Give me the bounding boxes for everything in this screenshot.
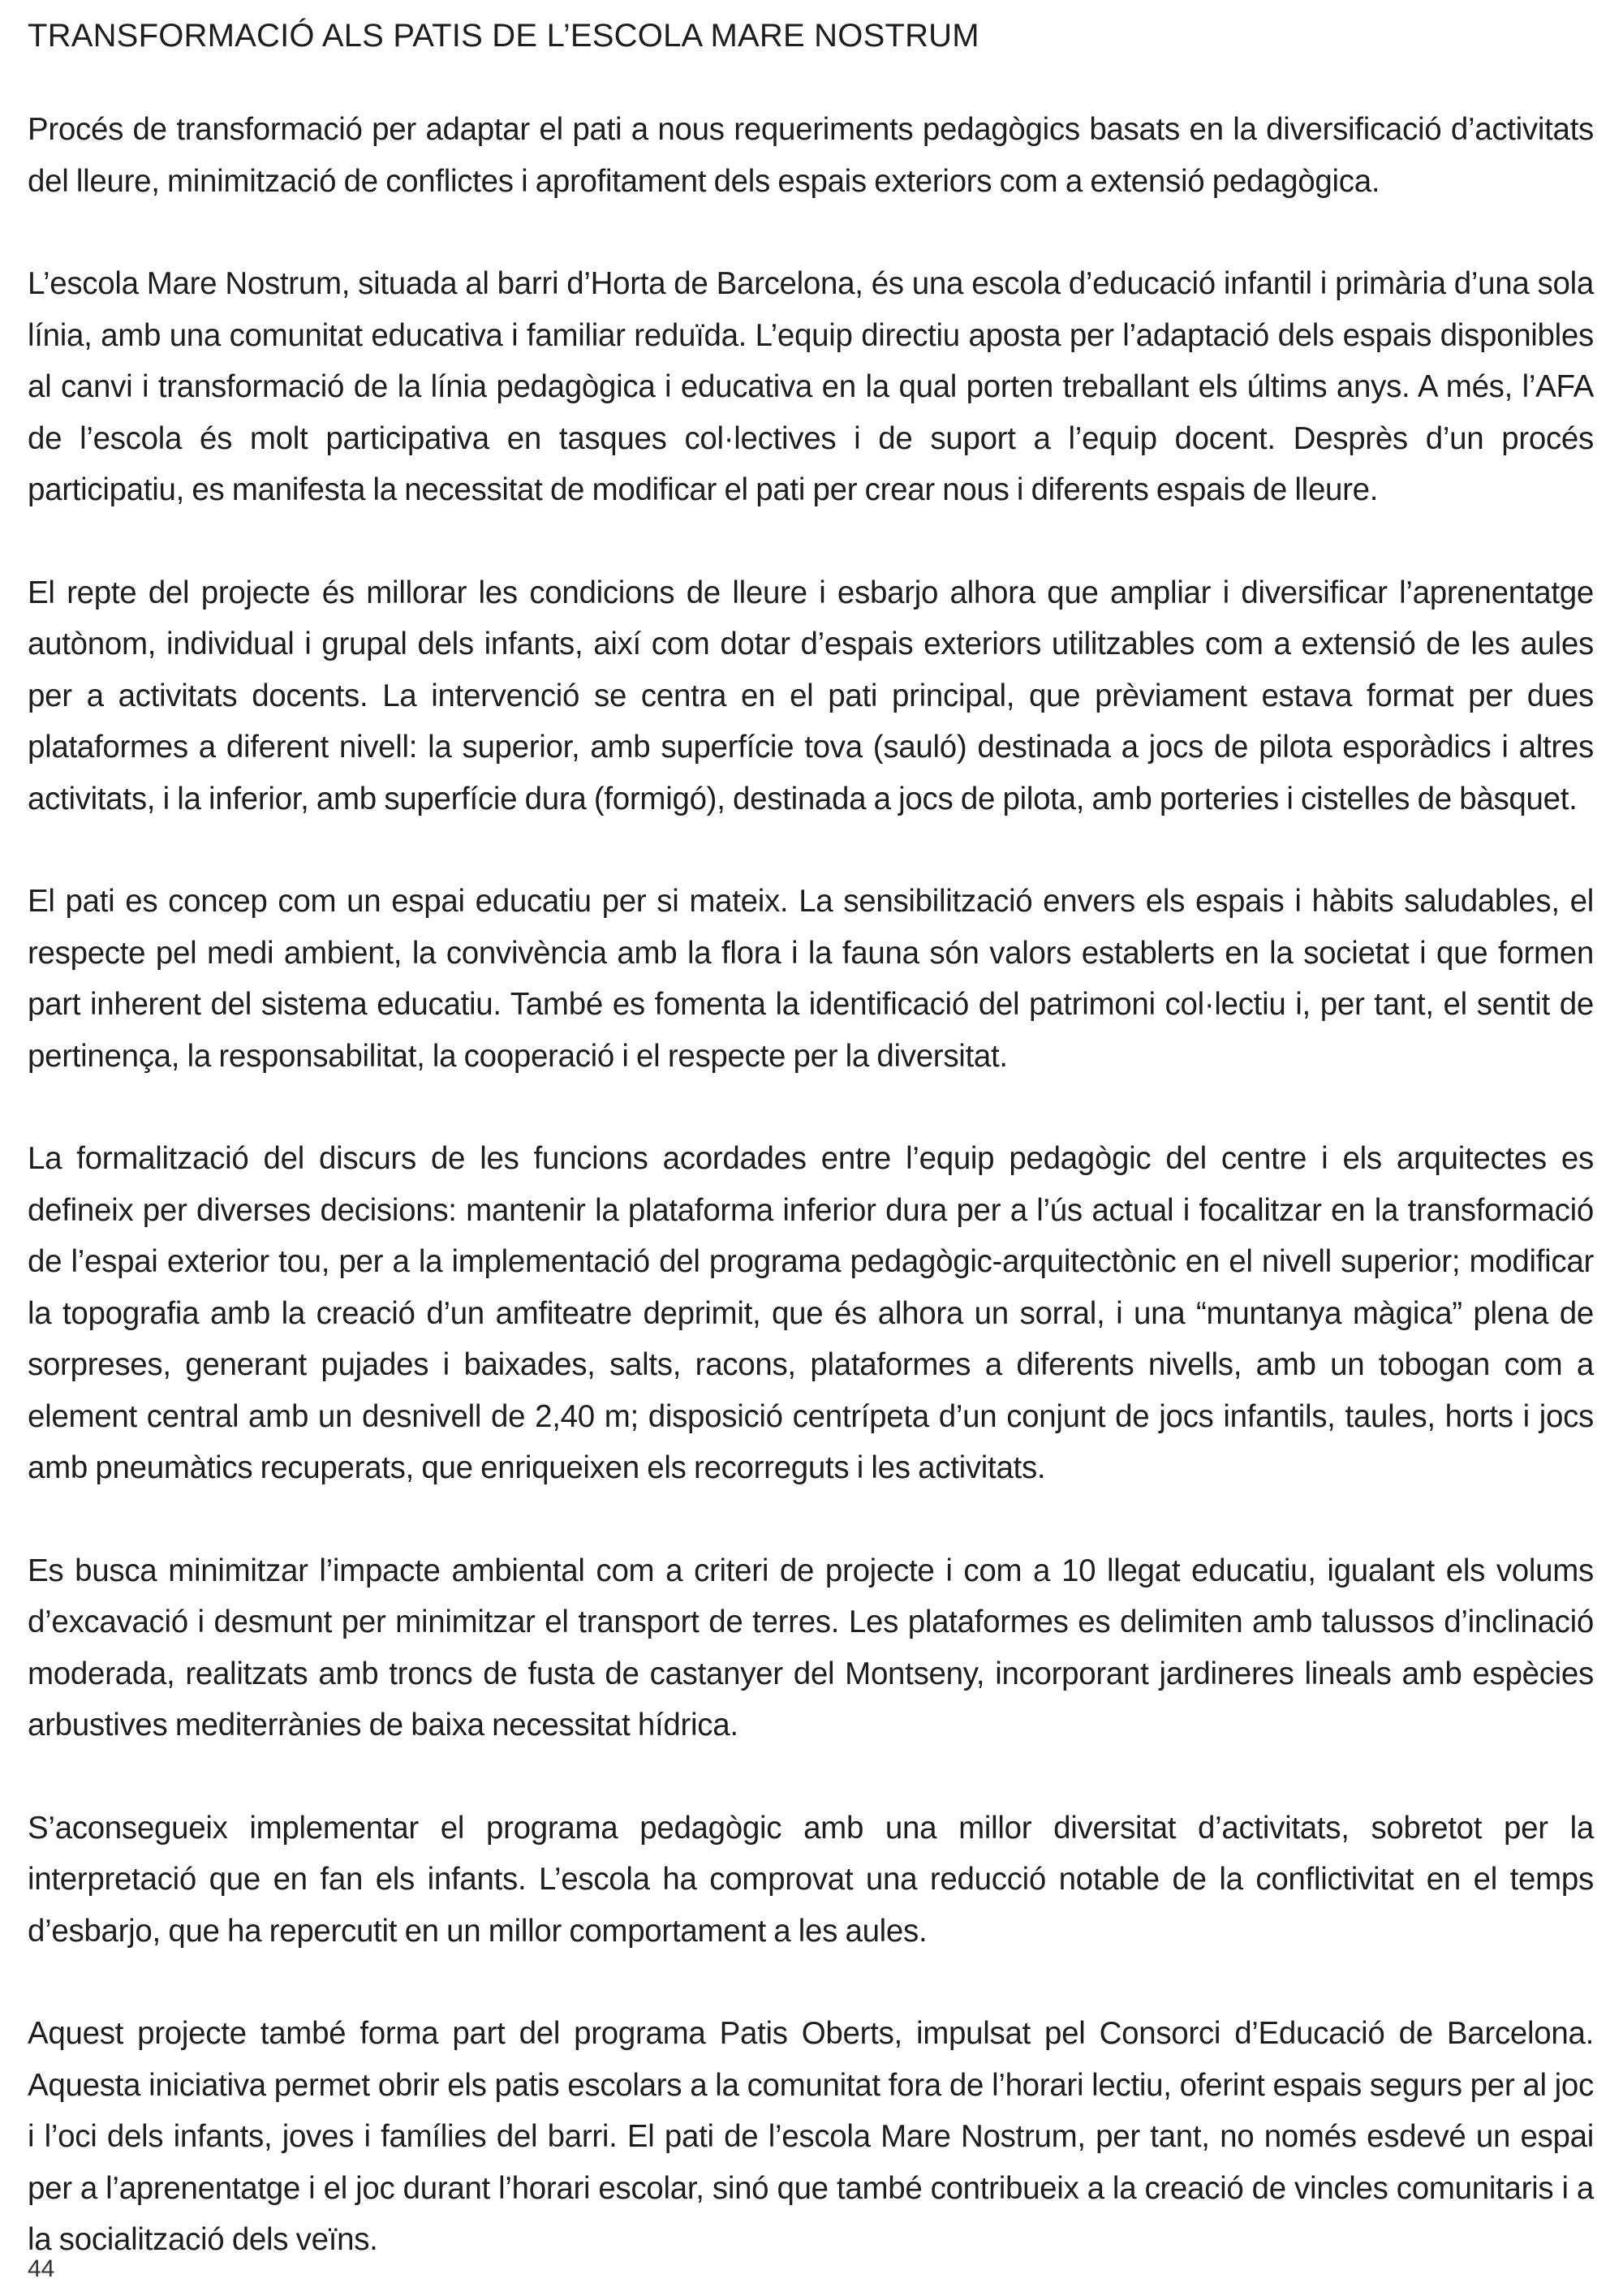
document-page bbox=[28, 13, 1594, 2266]
paragraph-design-decisions: La formalització del discurs de les funcions acordades entre l’equip pedagògic del centre i els arquitectes es defineix per diverses decisions: mantenir la plataforma inferior dura per a l’ús actual i focalitzar en la transformació de l’espai exterior tou, per a la implementació del programa pedagògic-arquitectònic en el nivell superior; modificar la topografia amb la creació d’un amfiteatre deprimit, que és alhora un sorral, i una “muntanya màgica” plena de sorpreses, generant pujades i baixades, salts, racons, plataformes a diferents nivells, amb un tobogan com a element central amb un desnivell de 2,40 m; disposició centrípeta d’un conjunt de jocs infantils, taules, horts i jocs amb pneumàtics recuperats, que enriqueixen els recorreguts i les activitats. bbox=[28, 1141, 1594, 1485]
paragraph-environmental-impact: Es busca minimitzar l’impacte ambiental com a criteri de projecte i com a 10 llegat educatiu, igualant els volums d’excavació i desmunt per minimitzar el transport de terres. Les plataformes es delimiten amb talussos d’inclinació moderada, realitzats amb troncs de fusta de castanyer del Montseny, incorporant jardineres lineals amb espècies arbustives mediterrànies de baixa necessitat hídrica. bbox=[28, 1553, 1594, 1742]
paragraph-results: S’aconsegueix implementar el programa pedagògic amb una millor diversitat d’activitats, sobretot per la interpretació que en fan els infants. L’escola ha comprovat una reducció notable de la conflictivitat en el temps d’esbarjo, que ha repercutit en un millor comportament a les aules. bbox=[28, 1810, 1594, 1949]
paragraph-project-challenge: El repte del projecte és millorar les condicions de lleure i esbarjo alhora que ampliar i diversificar l’aprenentatge autònom, individual i grupal dels infants, així com dotar d’espais exteriors utilitzables com a extensió de les aules per a activitats docents. La intervenció se centra en el pati principal, que prèviament estava format per dues plataformes a diferent nivell: la superior, amb superfície tova (sauló) destinada a jocs de pilota esporàdics i altres activitats, i la inferior, amb superfície dura (formigó), destinada a jocs de pilota, amb porteries i cistelles de bàsquet. bbox=[28, 575, 1594, 816]
paragraph-patis-oberts: Aquest projecte també forma part del programa Patis Oberts, impulsat pel Consorci d’Educació de Barcelona. Aquesta iniciativa permet obrir els patis escolars a la comunitat fora de l’horari lectiu, oferint espais segurs per al joc i l’oci dels infants, joves i famílies del barri. El pati de l’escola Mare Nostrum, per tant, no només esdevé un espai per a l’aprenentatge i el joc durant l’horari escolar, sinó que també contribueix a la creació de vincles comunitaris i a la socialització dels veïns. bbox=[28, 2016, 1594, 2257]
paragraph-educational-space: El pati es concep com un espai educatiu per si mateix. La sensibilització envers els espais i hàbits saludables, el respecte pel medi ambient, la convivència amb la flora i la fauna són valors establerts en la societat i que formen part inherent del sistema educatiu. També es fomenta la identificació del patrimoni col·lectiu i, per tant, el sentit de pertinença, la responsabilitat, la cooperació i el respecte per la diversitat. bbox=[28, 884, 1594, 1074]
page-number: 44 bbox=[28, 2255, 55, 2282]
paragraph-intro: Procés de transformació per adaptar el pati a nous requeriments pedagògics basats en la diversificació d’activitats del lleure, minimització de conflictes i aprofitament dels espais exteriors com a extensió pedagògica. bbox=[28, 112, 1594, 199]
document-title: TRANSFORMACIÓ ALS PATIS DE L’ESCOLA MARE NOSTRUM bbox=[28, 18, 979, 54]
paragraph-school-context: L’escola Mare Nostrum, situada al barri d’Horta de Barcelona, és una escola d’educació infantil i primària d’una sola línia, amb una comunitat educativa i familiar reduïda. L’equip directiu aposta per l’adaptació dels espais disponibles al canvi i transformació de la línia pedagògica i educativa en la qual porten treballant els últims anys. A més, l’AFA de l’escola és molt participativa en tasques col·lectives i de suport a l’equip docent. Desprès d’un procés participatiu, es manifesta la necessitat de modificar el pati per crear nous i diferents espais de lleure. bbox=[28, 266, 1594, 507]
